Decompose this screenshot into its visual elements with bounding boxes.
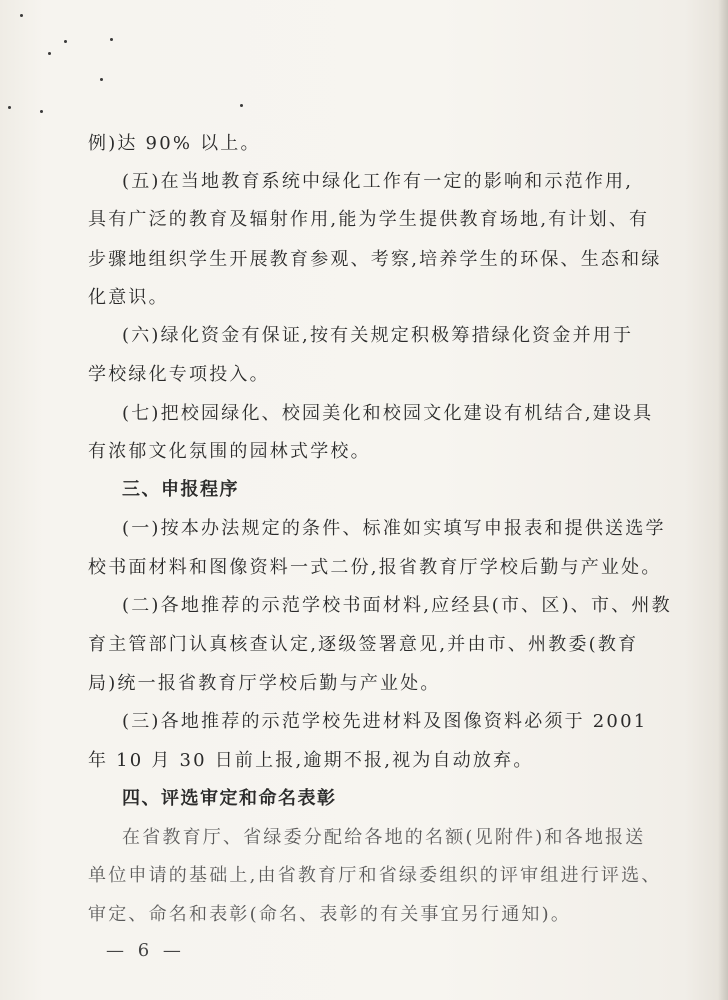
section-heading-application: 三、申报程序 xyxy=(122,479,239,500)
body-line: 单位申请的基础上,由省教育厅和省绿委组织的评审组进行评选、 xyxy=(88,865,662,886)
body-line: 步骤地组织学生开展教育参观、考察,培养学生的环保、生态和绿 xyxy=(88,249,662,270)
body-line: (一)按本办法规定的条件、标准如实填写申报表和提供送选学 xyxy=(122,518,666,539)
scan-speck xyxy=(110,38,113,41)
scan-speck xyxy=(40,110,43,113)
body-line: 局)统一报省教育厅学校后勤与产业处。 xyxy=(88,673,441,694)
body-line: (五)在当地教育系统中绿化工作有一定的影响和示范作用, xyxy=(122,171,634,192)
section-heading-review: 四、评选审定和命名表彰 xyxy=(122,788,337,809)
scan-speck xyxy=(8,106,11,109)
body-line: 化意识。 xyxy=(88,287,169,308)
body-line: 学校绿化专项投入。 xyxy=(88,364,270,385)
scan-speck xyxy=(64,40,67,43)
body-line: 具有广泛的教育及辐射作用,能为学生提供教育场地,有计划、有 xyxy=(88,209,650,230)
scan-speck xyxy=(20,14,23,17)
body-line: 有浓郁文化氛围的园林式学校。 xyxy=(88,441,371,462)
body-line: 审定、命名和表彰(命名、表彰的有关事宜另行通知)。 xyxy=(88,904,572,925)
scan-speck xyxy=(240,104,243,107)
scan-speck xyxy=(48,52,51,55)
body-line: (二)各地推荐的示范学校书面材料,应经县(市、区)、市、州教 xyxy=(122,595,672,616)
body-line: 例)达 90% 以上。 xyxy=(88,133,261,154)
body-line: (六)绿化资金有保证,按有关规定积极筹措绿化资金并用于 xyxy=(122,325,634,346)
body-line: 育主管部门认真核查认定,逐级签署意见,并由市、州教委(教育 xyxy=(88,634,639,655)
page-edge-shadow xyxy=(718,0,728,1000)
scan-speck xyxy=(100,78,103,81)
page-number: — 6 — xyxy=(106,940,185,961)
body-line: (三)各地推荐的示范学校先进材料及图像资料必须于 2001 xyxy=(122,711,648,732)
body-line: 校书面材料和图像资料一式二份,报省教育厅学校后勤与产业处。 xyxy=(88,557,662,578)
body-line: (七)把校园绿化、校园美化和校园文化建设有机结合,建设具 xyxy=(122,403,654,424)
body-line: 年 10 月 30 日前上报,逾期不报,视为自动放弃。 xyxy=(88,750,534,771)
body-line: 在省教育厅、省绿委分配给各地的名额(见附件)和各地报送 xyxy=(122,827,646,848)
